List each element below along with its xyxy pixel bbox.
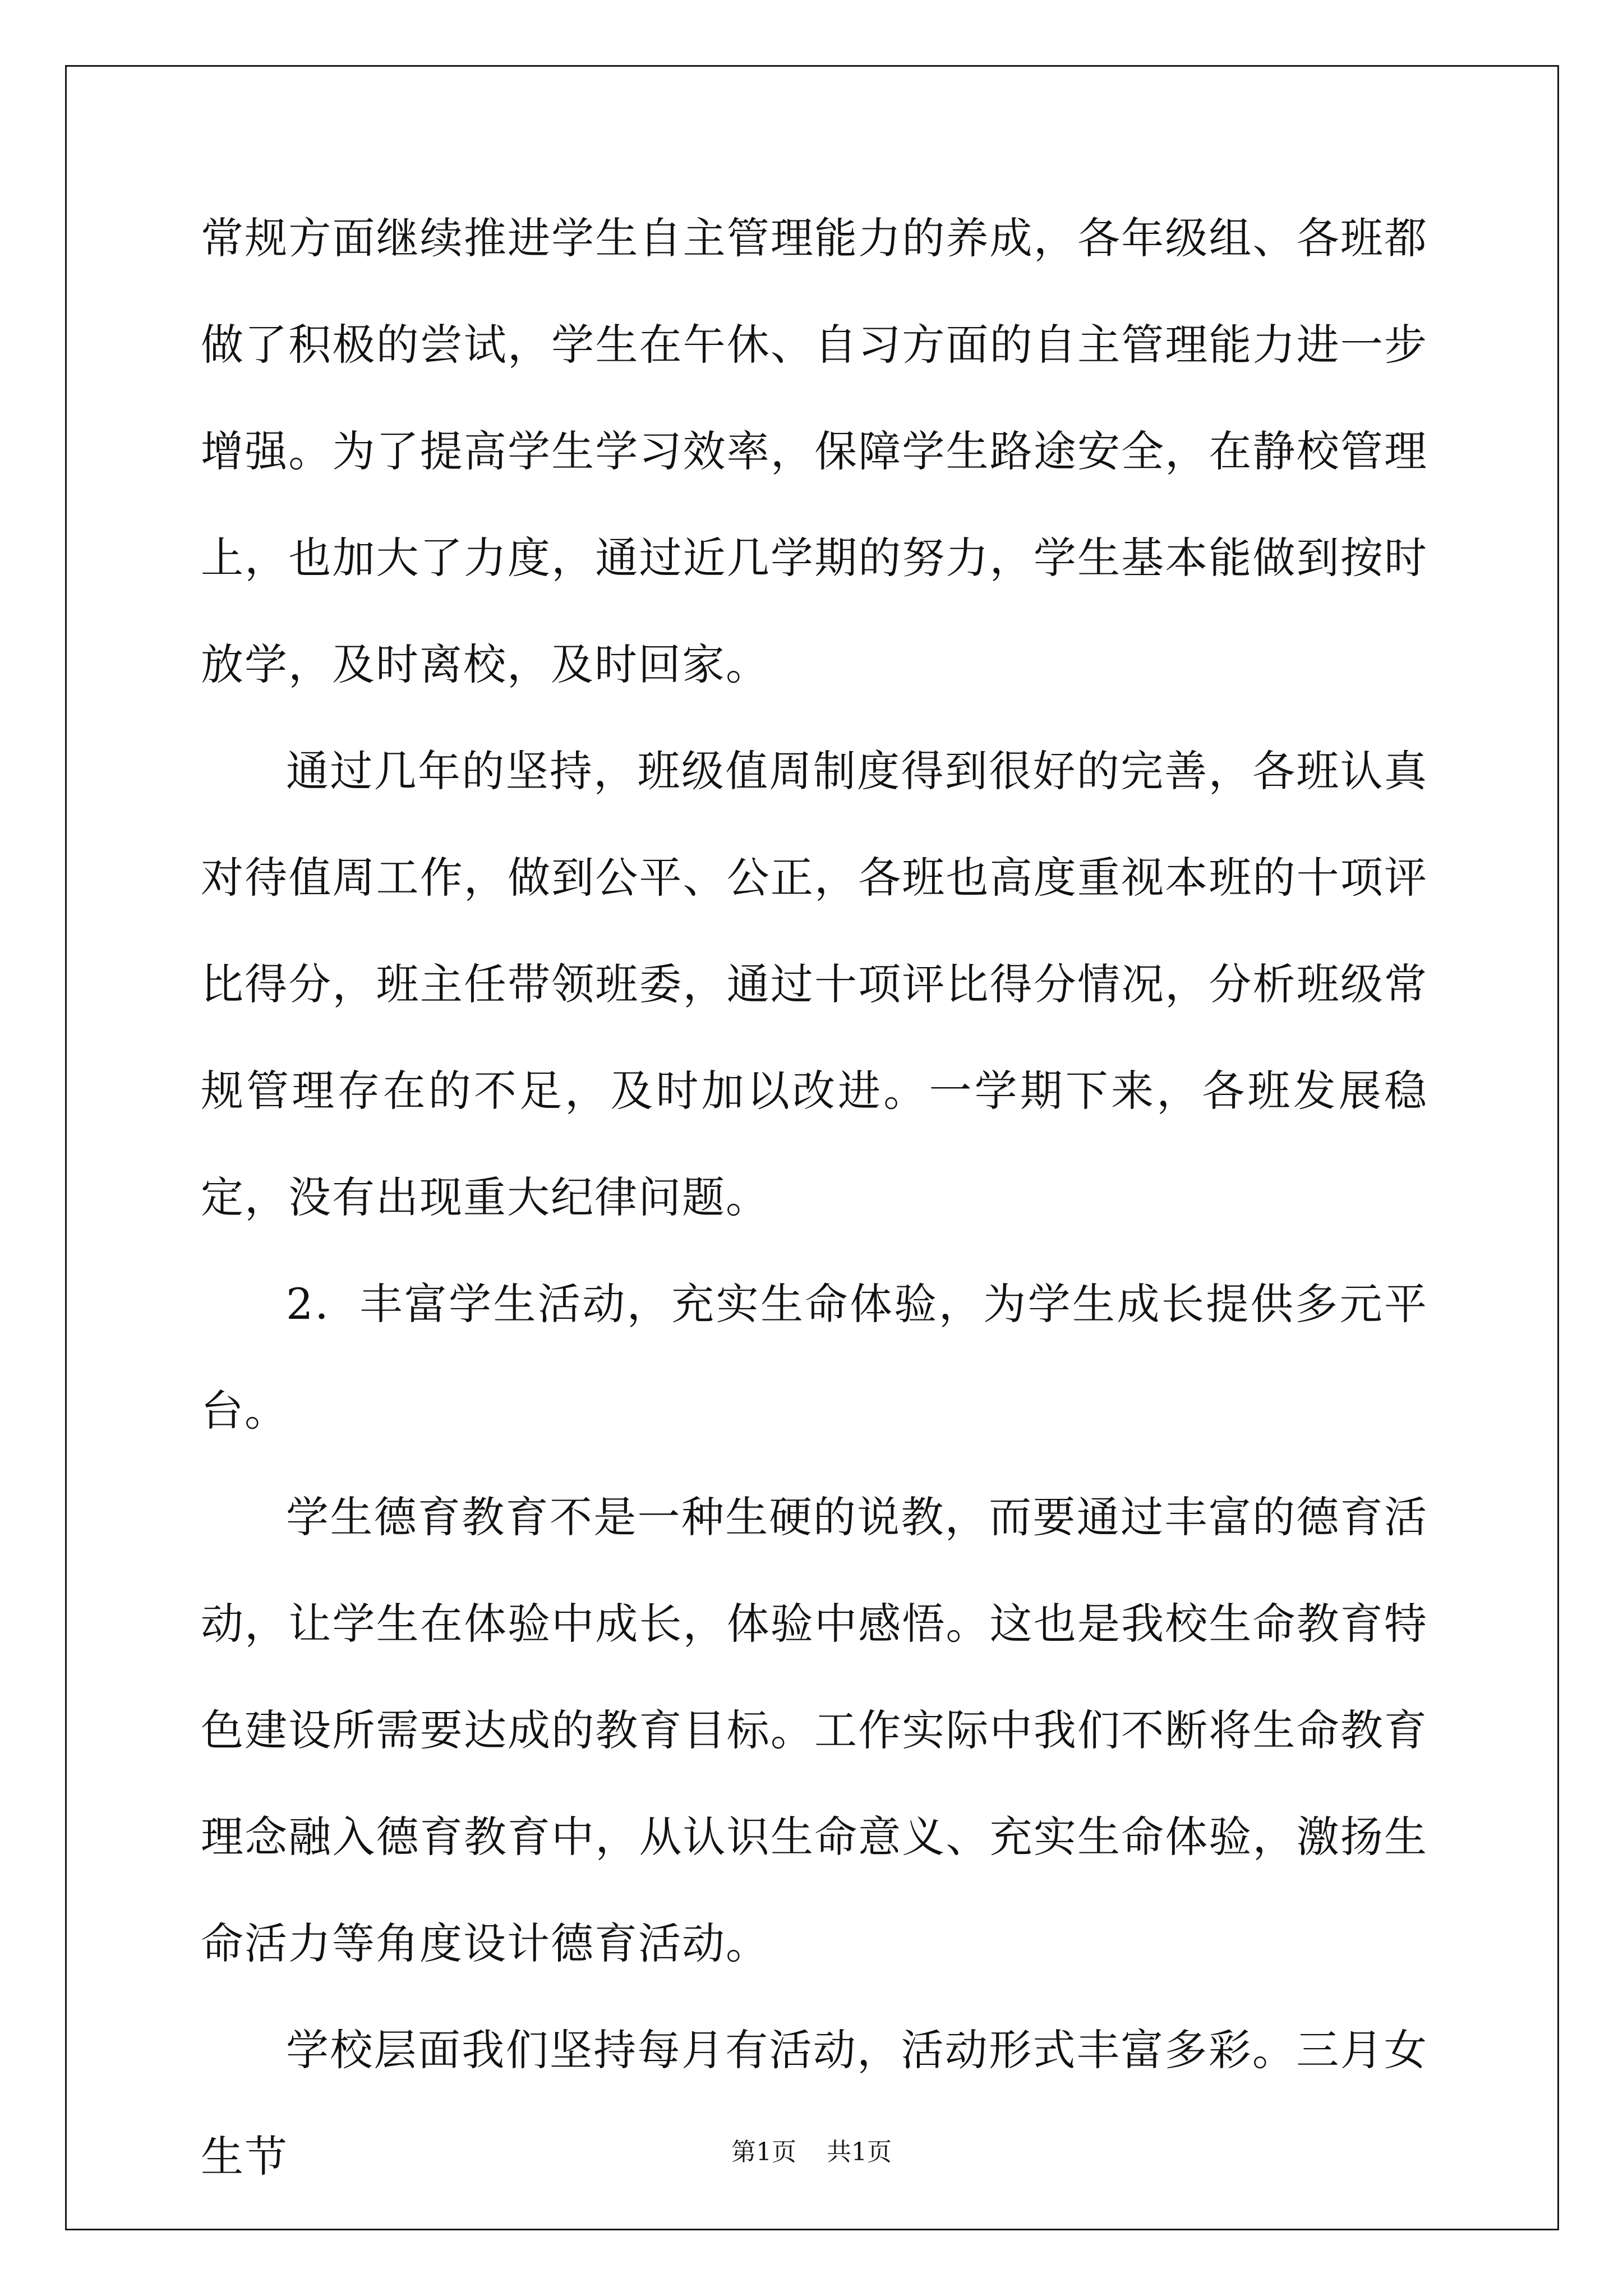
paragraph-1: 常规方面继续推进学生自主管理能力的养成，各年级组、各班都做了积极的尝试，学生在午休、自习方面的自主管理能力进一步增强。为了提高学生学习效率，保障学生路途安全，在静校管理上，也加大了力度，通过近几学期的努力，学生基本能做到按时放学，及时离校，及时回家。 (201, 213, 1428, 689)
paragraph-4: 学生德育教育不是一种生硬的说教，而要通过丰富的德育活动，让学生在体验中成长，体验中感悟。这也是我校生命教育特色建设所需要达成的教育目标。工作实际中我们不断将生命教育理念融入德育教育中，从认识生命意义、充实生命体验，激扬生命活力等角度设计德育活动。 (201, 1492, 1428, 1968)
page-footer (0, 2132, 1623, 2168)
page-number-current: 第1页 (731, 2138, 796, 2166)
paragraph-3-heading: 2．丰富学生活动，充实生命体验，为学生成长提供多元平台。 (201, 1279, 1428, 1435)
page-number-total: 共1页 (827, 2138, 892, 2166)
paragraph-5: 学校层面我们坚持每月有活动，活动形式丰富多彩。三月女生节 (201, 2025, 1428, 2182)
document-body (201, 185, 1428, 2210)
paragraph-2: 通过几年的坚持，班级值周制度得到很好的完善，各班认真对待值周工作，做到公平、公正，各班也高度重视本班的十项评比得分，班主任带领班委，通过十项评比得分情况，分析班级常规管理存在的不足，及时加以改进。一学期下来，各班发展稳定，没有出现重大纪律问题。 (201, 746, 1428, 1222)
